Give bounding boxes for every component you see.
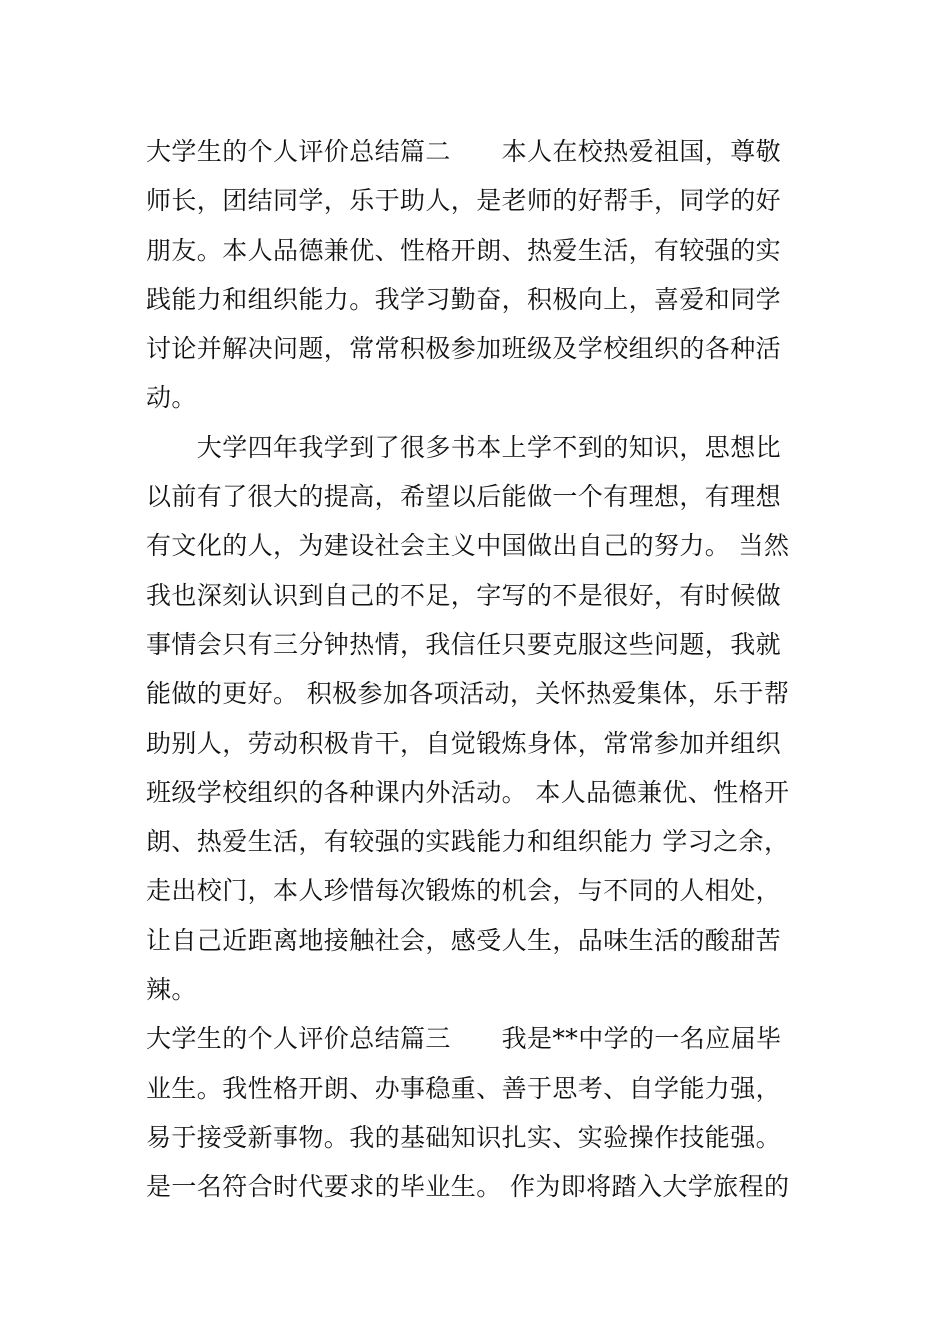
text-line: 是一名符合时代要求的毕业生。 作为即将踏入大学旅程的 [146,1172,790,1202]
document-body [146,127,808,1212]
text-line: 辣。 [146,975,197,1005]
text-line: 动。 [146,383,197,413]
text-line: 大学生的个人评价总结篇二 本人在校热爱祖国，尊敬 [146,137,782,166]
text-line: 助别人，劳动积极肯干，自觉锻炼身体，常常参加并组织 [146,728,782,758]
text-line: 走出校门，本人珍惜每次锻炼的机会，与不同的人相处， [146,876,782,906]
text-line: 朗、热爱生活，有较强的实践能力和组织能力 学习之余， [146,827,790,857]
text-line: 师长，团结同学，乐于助人，是老师的好帮手，同学的好 [146,186,782,216]
text-line: 大学四年我学到了很多书本上学不到的知识，思想比 [146,432,782,462]
text-line: 朋友。本人品德兼优、性格开朗、热爱生活，有较强的实 [146,235,782,265]
text-line: 事情会只有三分钟热情，我信任只要克服这些问题，我就 [146,629,782,659]
text-line: 以前有了很大的提高，希望以后能做一个有理想，有理想 [146,482,782,512]
text-line: 讨论并解决问题，常常积极参加班级及学校组织的各种活 [146,334,782,364]
text-line: 让自己近距离地接触社会，感受人生，品味生活的酸甜苦 [146,925,782,955]
text-line: 班级学校组织的各种课内外活动。 本人品德兼优、性格开 [146,777,790,807]
text-line: 有文化的人，为建设社会主义中国做出自己的努力。 当然 [146,531,790,561]
text-line: 践能力和组织能力。我学习勤奋，积极向上，喜爱和同学 [146,284,782,314]
text-line: 大学生的个人评价总结篇三 我是**中学的一名应届毕 [146,1024,782,1054]
text-line: 易于接受新事物。我的基础知识扎实、实验操作技能强。 [146,1122,782,1152]
text-line: 能做的更好。 积极参加各项活动，关怀热爱集体，乐于帮 [146,679,790,709]
text-line: 业生。我性格开朗、办事稳重、善于思考、自学能力强， [146,1073,782,1103]
text-line: 我也深刻认识到自己的不足，字写的不是很好，有时候做 [146,580,782,610]
